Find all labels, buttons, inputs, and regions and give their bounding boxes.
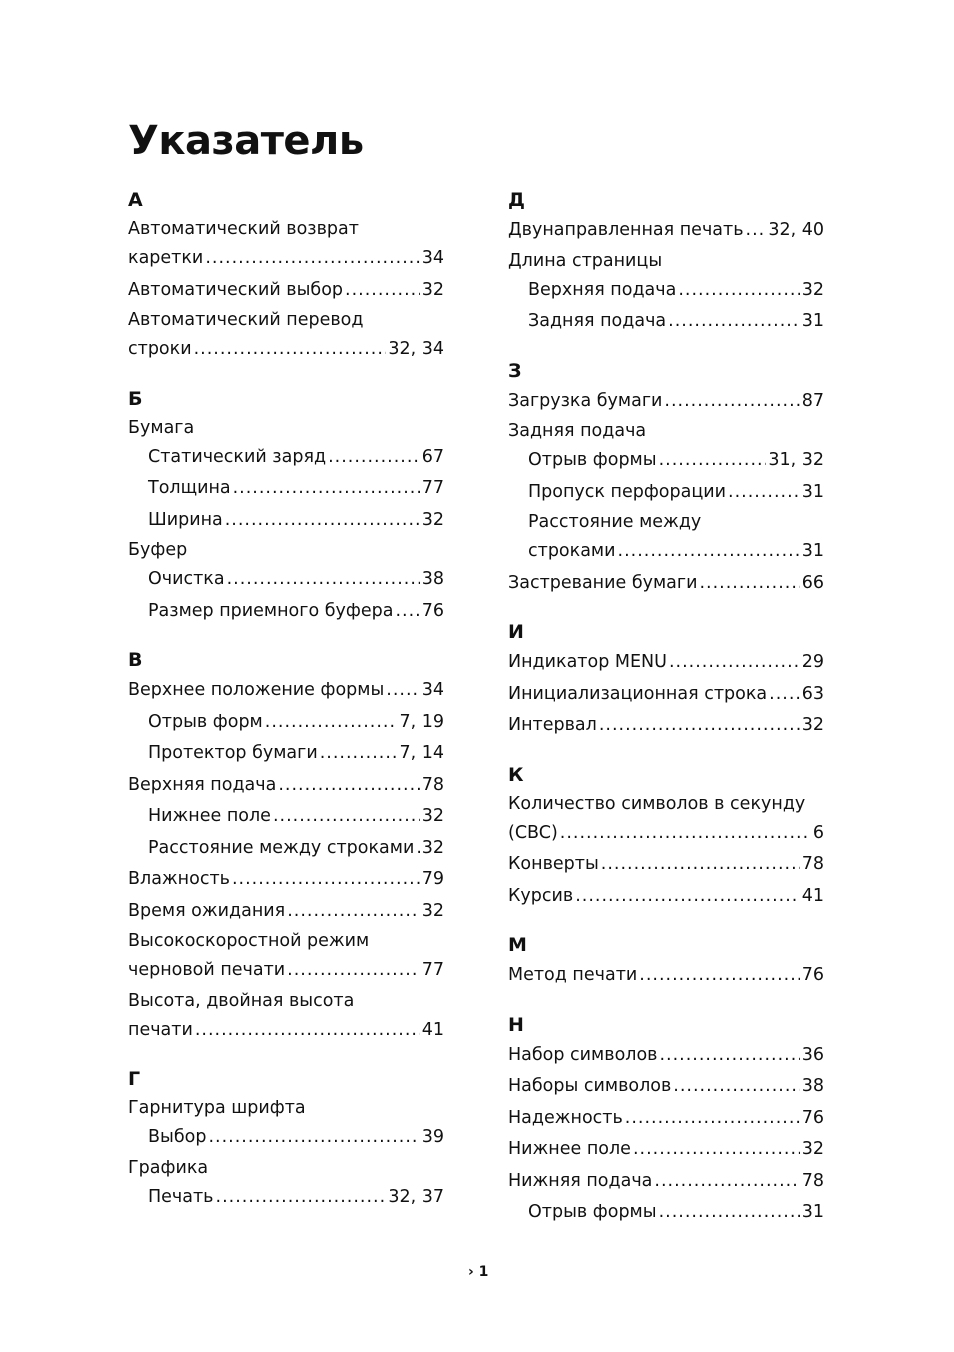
entry-text: Индикатор MENU — [508, 652, 667, 672]
dot-leader — [633, 1134, 800, 1166]
entry-text: Автоматический возврат — [128, 219, 359, 239]
index-entry — [128, 1182, 444, 1214]
entry-text: Наборы символов — [508, 1076, 672, 1096]
index-entry — [128, 864, 444, 896]
page-number: › 1 — [468, 1264, 489, 1280]
index-entry — [508, 881, 824, 913]
index-entry — [128, 1154, 444, 1182]
index-entry — [128, 1094, 444, 1122]
dot-leader — [669, 647, 800, 679]
entry-page: 32, 37 — [388, 1186, 444, 1207]
index-section — [128, 185, 444, 366]
entry-page: 32 — [421, 509, 444, 530]
entry-text: Нижнее поле — [148, 806, 271, 826]
index-entry — [508, 477, 824, 509]
dot-leader — [678, 275, 799, 307]
entry-page: 78 — [801, 854, 824, 874]
section-letter: З — [508, 359, 522, 382]
dot-leader — [575, 881, 800, 913]
index-entry — [128, 505, 444, 537]
entry-page: 7, 14 — [399, 743, 444, 763]
index-section — [508, 356, 824, 600]
entry-page: 32 — [421, 837, 444, 858]
entry-text: Время ожидания — [128, 900, 286, 921]
entry-text: Статический заряд — [148, 446, 327, 467]
index-entry — [508, 247, 824, 275]
dot-leader — [599, 710, 800, 742]
entry-text: Расстояние между строками — [148, 837, 415, 858]
entry-page: 32 — [421, 806, 444, 826]
entry-text: Нижнее поле — [508, 1139, 631, 1159]
dot-leader — [673, 1071, 799, 1103]
index-section — [508, 760, 824, 913]
entry-page: 32 — [801, 279, 824, 300]
dot-leader — [195, 1015, 420, 1047]
entry-text: Курсив — [508, 885, 574, 906]
dot-leader — [287, 896, 420, 928]
entry-page: 66 — [801, 572, 824, 593]
entry-page: 7, 19 — [399, 711, 444, 732]
entry-text: Графика — [128, 1157, 209, 1178]
dot-leader — [208, 1122, 419, 1154]
section-letter: М — [508, 934, 527, 956]
entry-text: Надежность — [508, 1107, 623, 1128]
index-entry — [128, 275, 444, 307]
entry-page: 76 — [421, 600, 444, 621]
dot-leader — [227, 564, 420, 596]
entry-page: 32 — [421, 900, 444, 921]
section-letter: Б — [128, 387, 143, 410]
dot-leader — [287, 955, 420, 987]
entry-text: Верхнее положение формы — [128, 680, 385, 700]
index-entry — [128, 987, 444, 1015]
entry-text: Метод печати — [508, 965, 638, 985]
dot-leader — [278, 770, 419, 802]
index-entry — [508, 1071, 824, 1103]
index-column-right — [508, 185, 824, 1247]
entry-text: Размер приемного буфера — [148, 600, 394, 621]
dot-leader — [625, 1103, 800, 1135]
index-entry — [128, 306, 444, 334]
entry-text: Расстояние между — [528, 512, 702, 532]
entry-page: 67 — [421, 446, 444, 467]
entry-text: Влажность — [128, 869, 230, 889]
index-entry — [508, 1134, 824, 1166]
index-entry — [508, 275, 824, 307]
dot-leader — [233, 473, 420, 505]
index-entry — [508, 568, 824, 600]
index-entry — [508, 445, 824, 477]
entry-page: 31 — [801, 541, 824, 561]
entry-text: печати — [128, 1019, 193, 1040]
index-entry — [508, 1197, 824, 1229]
entry-text: Выбор — [148, 1127, 207, 1147]
dot-leader — [654, 1166, 799, 1198]
index-entry — [508, 1040, 824, 1072]
entry-text: Верхняя подача — [528, 279, 677, 300]
index-entry — [508, 536, 824, 568]
entry-text: Отрыв формы — [528, 450, 657, 470]
section-letter: В — [128, 649, 143, 671]
section-letter: Н — [508, 1013, 524, 1036]
index-entry — [508, 306, 824, 338]
entry-page: 32 — [801, 715, 824, 735]
dot-leader — [416, 833, 419, 865]
entry-text: Конверты — [508, 854, 599, 874]
entry-text: Пропуск перфорации — [528, 481, 727, 502]
section-letter: А — [128, 189, 143, 211]
index-entry — [128, 955, 444, 987]
page-title: Указатель — [128, 118, 364, 164]
index-entry — [508, 417, 824, 445]
dot-leader — [746, 215, 767, 247]
entry-text: Набор символов — [508, 1044, 658, 1065]
entry-text: Ширина — [148, 509, 223, 530]
entry-text: Печать — [148, 1186, 214, 1207]
index-section — [508, 617, 824, 742]
entry-text: Отрыв форм — [148, 711, 263, 732]
entry-text: Загрузка бумаги — [508, 390, 663, 411]
dot-leader — [216, 1182, 387, 1214]
index-section — [508, 930, 824, 992]
entry-page: 76 — [801, 1107, 824, 1128]
entry-page: 77 — [421, 960, 444, 980]
index-entry — [128, 801, 444, 833]
index-entry — [128, 536, 444, 564]
dot-leader — [265, 707, 398, 739]
index-entry — [128, 675, 444, 707]
entry-text: Задняя подача — [528, 311, 667, 331]
entry-text: черновой печати — [128, 960, 286, 980]
entry-text: Бумага — [128, 417, 195, 438]
entry-page: 34 — [421, 248, 444, 268]
index-entry — [128, 1122, 444, 1154]
entry-text: Застревание бумаги — [508, 572, 698, 593]
section-letter: К — [508, 763, 524, 786]
dot-leader — [560, 818, 811, 850]
index-section — [508, 1010, 824, 1229]
entry-page: 79 — [421, 869, 444, 889]
entry-page: 87 — [801, 390, 824, 411]
index-entry — [508, 849, 824, 881]
dot-leader — [386, 675, 419, 707]
index-entry — [508, 1103, 824, 1135]
dot-leader — [395, 596, 419, 628]
index-entry — [128, 596, 444, 628]
index-entry — [128, 564, 444, 596]
entry-text: Толщина — [148, 478, 231, 498]
dot-leader — [659, 1040, 799, 1072]
entry-text: Протектор бумаги — [148, 743, 318, 763]
dot-leader — [273, 801, 420, 833]
entry-page: 78 — [421, 774, 444, 795]
index-entry — [128, 896, 444, 928]
index-entry — [508, 1166, 824, 1198]
dot-leader — [601, 849, 800, 881]
entry-text: строками — [528, 541, 616, 561]
entry-page: 41 — [421, 1019, 444, 1040]
dot-leader — [328, 442, 420, 474]
entry-page: 31 — [801, 1202, 824, 1222]
dot-leader — [618, 536, 800, 568]
index-section — [508, 185, 824, 338]
entry-text: Количество символов в секунду — [508, 793, 806, 814]
entry-page: 39 — [421, 1127, 444, 1147]
dot-leader — [205, 243, 419, 275]
index-column-left — [128, 185, 444, 1231]
entry-text: строки — [128, 339, 192, 359]
entry-page: 41 — [801, 885, 824, 906]
index-entry — [128, 414, 444, 442]
entry-page: 63 — [801, 683, 824, 704]
entry-page: 36 — [801, 1044, 824, 1065]
entry-page: 38 — [801, 1076, 824, 1096]
entry-page: 38 — [421, 569, 444, 589]
dot-leader — [699, 568, 799, 600]
entry-text: Длина страницы — [508, 250, 663, 271]
index-entry — [128, 927, 444, 955]
index-section — [128, 384, 444, 628]
index-entry — [128, 334, 444, 366]
entry-text: Задняя подача — [508, 421, 647, 441]
index-entry — [128, 770, 444, 802]
entry-text: Верхняя подача — [128, 774, 277, 795]
section-letter: Д — [508, 189, 525, 211]
entry-text: (CBC) — [508, 822, 558, 843]
entry-page: 78 — [801, 1170, 824, 1191]
entry-page: 32 — [801, 1139, 824, 1159]
index-section — [128, 645, 444, 1046]
index-entry — [508, 790, 824, 818]
index-entry — [128, 1015, 444, 1047]
dot-leader — [232, 864, 420, 896]
entry-page: 76 — [801, 965, 824, 985]
index-entry — [128, 442, 444, 474]
index-entry — [508, 818, 824, 850]
dot-leader — [225, 505, 420, 537]
entry-text: Инициализационная строка — [508, 683, 768, 704]
dot-leader — [769, 679, 800, 711]
entry-text: Автоматический выбор — [128, 279, 344, 300]
entry-text: Двунаправленная печать — [508, 220, 744, 240]
index-entry — [508, 710, 824, 742]
index-entry — [128, 738, 444, 770]
entry-page: 31 — [801, 481, 824, 502]
dot-leader — [664, 386, 799, 418]
entry-page: 31 — [801, 311, 824, 331]
dot-leader — [668, 306, 800, 338]
index-entry — [128, 473, 444, 505]
index-entry — [128, 215, 444, 243]
index-entry — [508, 215, 824, 247]
entry-text: Автоматический перевод — [128, 310, 364, 330]
entry-text: Интервал — [508, 715, 597, 735]
entry-text: каретки — [128, 248, 204, 268]
entry-text: Высокоскоростной режим — [128, 931, 370, 951]
entry-page: 32 — [421, 279, 444, 300]
index-entry — [128, 833, 444, 865]
entry-page: 34 — [421, 680, 444, 700]
entry-page: 6 — [812, 822, 824, 843]
entry-text: Гарнитура шрифта — [128, 1098, 306, 1118]
dot-leader — [659, 445, 767, 477]
index-entry — [508, 508, 824, 536]
dot-leader — [194, 334, 387, 366]
section-letter: Г — [128, 1068, 141, 1090]
entry-page: 29 — [801, 652, 824, 672]
index-section — [128, 1064, 444, 1213]
dot-leader — [639, 960, 799, 992]
index-entry — [508, 386, 824, 418]
index-entry — [128, 707, 444, 739]
entry-text: Отрыв формы — [528, 1202, 657, 1222]
dot-leader — [659, 1197, 800, 1229]
entry-page: 32, 34 — [388, 339, 444, 359]
section-letter: И — [508, 621, 524, 643]
entry-page: 32, 40 — [768, 220, 824, 240]
dot-leader — [728, 477, 800, 509]
dot-leader — [345, 275, 420, 307]
index-entry — [508, 647, 824, 679]
index-entry — [508, 960, 824, 992]
index-entry — [508, 679, 824, 711]
entry-text: Нижняя подача — [508, 1170, 653, 1191]
entry-text: Буфер — [128, 540, 188, 560]
index-entry — [128, 243, 444, 275]
entry-page: 31, 32 — [768, 450, 824, 470]
entry-text: Высота, двойная высота — [128, 990, 355, 1011]
entry-text: Очистка — [148, 569, 225, 589]
entry-page: 77 — [421, 478, 444, 498]
dot-leader — [320, 738, 398, 770]
